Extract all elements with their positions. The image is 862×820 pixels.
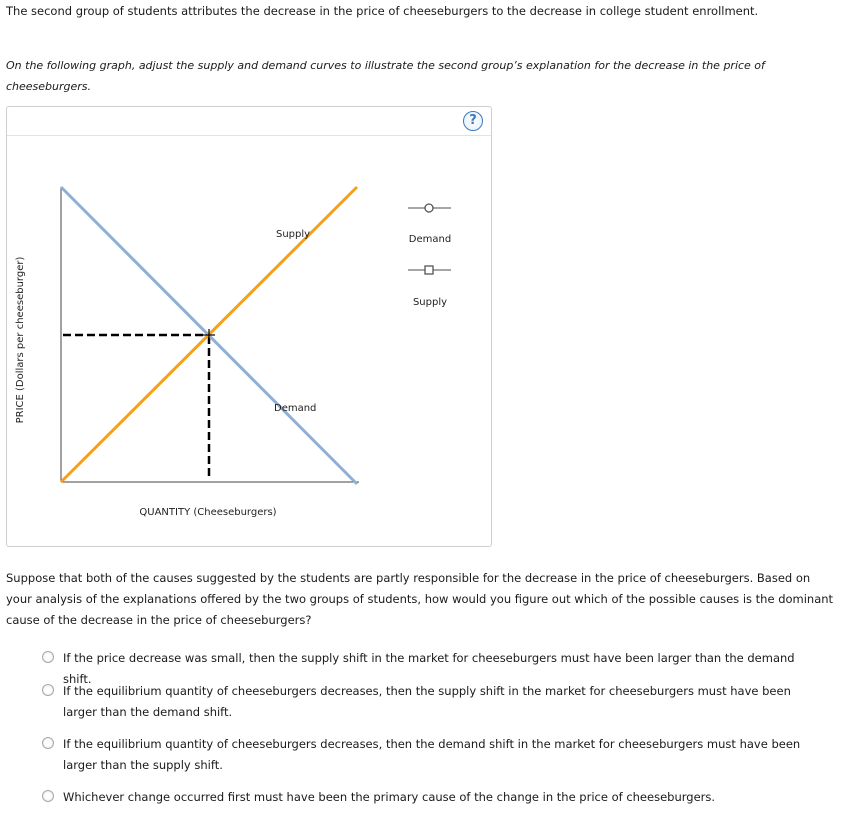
- radio-button[interactable]: [42, 684, 54, 696]
- instruction-text: On the following graph, adjust the supply and demand curves to illustrate the second group’s explanation for the decrease in the price of cheeseburgers.: [6, 59, 765, 93]
- circle-handle-icon: [425, 204, 433, 212]
- legend-item-demand[interactable]: [408, 204, 451, 245]
- radio-button[interactable]: [42, 737, 54, 749]
- intro-text: The second group of students attributes the decrease in the price of cheeseburgers to the decrease in college student enrollment.: [6, 4, 759, 18]
- answer-option-text: If the equilibrium quantity of cheeseburgers decreases, then the demand shift in the market for cheeseburgers must have been larger than the supply shift.: [63, 737, 801, 772]
- x-axis-label: QUANTITY (Cheeseburgers): [139, 507, 277, 518]
- demand-curve-label: Demand: [274, 403, 317, 414]
- y-axis-label: PRICE (Dollars per cheeseburger): [15, 256, 26, 424]
- question-text: Suppose that both of the causes suggested by the students are partly responsible for the decrease in the price of cheeseburgers. Based on your analysis of the explanations offered by the two groups of students, how would you figure out which of the possible causes is the dominant cause of the decrease in the price of cheeseburgers?: [6, 571, 834, 627]
- radio-button[interactable]: [42, 790, 54, 802]
- graph-panel: [6, 106, 492, 547]
- legend-item-supply[interactable]: [408, 266, 451, 308]
- legend-supply-label: Supply: [412, 297, 448, 308]
- supply-demand-graph: [7, 107, 493, 548]
- answer-option-text: If the price decrease was small, then the supply shift in the market for cheeseburgers must have been larger than the demand shift.: [63, 651, 795, 686]
- legend-demand-label: Demand: [408, 234, 452, 245]
- square-handle-icon: [425, 266, 433, 274]
- radio-button[interactable]: [42, 651, 54, 663]
- answer-option-text: Whichever change occurred first must have been the primary cause of the change in the price of cheeseburgers.: [63, 790, 716, 804]
- answer-option-text: If the equilibrium quantity of cheeseburgers decreases, then the supply shift in the market for cheeseburgers must have been larger than the demand shift.: [63, 684, 791, 719]
- help-icon[interactable]: ?: [463, 111, 483, 131]
- supply-curve-label: Supply: [276, 229, 311, 240]
